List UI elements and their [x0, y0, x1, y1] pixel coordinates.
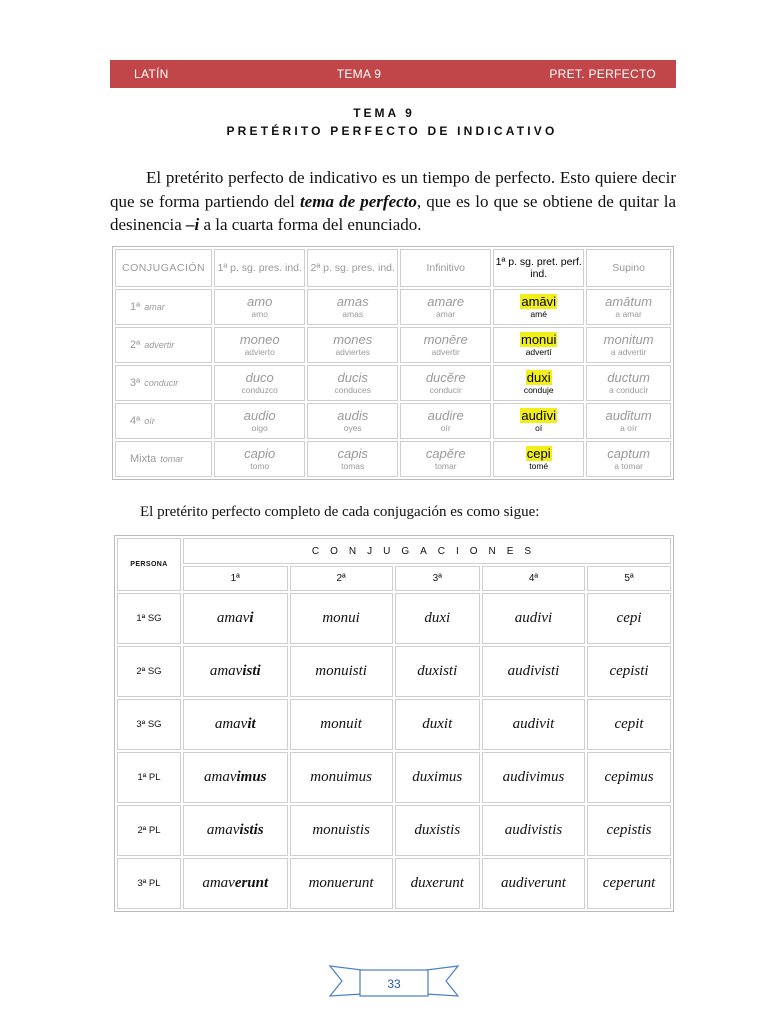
intro-text-2: , que es lo que se obtiene de quitar la desinencia — [110, 191, 677, 234]
persona-label: 1ª PL — [117, 752, 181, 803]
verb-form-5: cepi — [587, 593, 671, 644]
spanish-translation: amar — [436, 309, 456, 319]
verb-form-2: monui — [290, 593, 393, 644]
table-row — [117, 858, 671, 909]
header-infinitivo: Infinitivo — [400, 249, 491, 287]
latin-form: captum — [607, 446, 650, 461]
conj-number-row — [117, 566, 671, 591]
latin-form: audis — [337, 408, 369, 423]
latin-form: monēre — [423, 332, 468, 347]
perfect-ending: i — [553, 408, 557, 423]
verb-form-2: monuistis — [290, 805, 393, 856]
perfect-stem: monu — [520, 332, 554, 347]
conj-number-1: 1ª — [183, 566, 288, 591]
spanish-translation: oigo — [251, 423, 268, 433]
document-title: TEMA 9 — [353, 106, 415, 120]
conjugation-label — [115, 327, 212, 363]
principal-part-cell — [400, 441, 491, 477]
conj-number-3: 3ª — [395, 566, 480, 591]
page-number: 33 — [387, 977, 401, 991]
verb-form-4: audiverunt — [482, 858, 585, 909]
perfect-form-cell — [493, 289, 584, 325]
verb-form-5: cepisti — [587, 646, 671, 697]
latin-form: audire — [427, 408, 464, 423]
latin-form: ducis — [337, 370, 368, 385]
conjugation-verb: advertir — [144, 340, 175, 350]
verb-form-4: audivimus — [482, 752, 585, 803]
perfect-form-cell — [493, 327, 584, 363]
verb-form-3: duxistis — [395, 805, 480, 856]
latin-form: amare — [427, 294, 465, 309]
conjugation-number: 2ª — [130, 339, 141, 351]
verb-form-1 — [183, 805, 288, 856]
perfect-ending: i — [553, 294, 557, 309]
principal-part-cell — [400, 365, 491, 401]
principal-part-cell — [214, 289, 305, 325]
verb-form-4: audivisti — [482, 646, 585, 697]
principal-part-cell — [586, 365, 671, 401]
table-intro-sentence: El pretérito perfecto completo de cada conjugación es como sigue: — [140, 504, 540, 520]
latin-form: duco — [245, 370, 274, 385]
intro-text-3: a la cuarta forma del enunciado. — [199, 215, 422, 234]
persona-label: 2ª PL — [117, 805, 181, 856]
latin-form: mones — [333, 332, 373, 347]
table-row — [115, 289, 671, 325]
spanish-translation: tomas — [341, 461, 365, 471]
principal-part-cell — [307, 365, 398, 401]
stem: amav — [206, 822, 240, 838]
persona-label: 3ª PL — [117, 858, 181, 909]
table-row — [117, 646, 671, 697]
principal-part-cell — [586, 289, 671, 325]
perfect-latin — [494, 332, 583, 347]
principal-part-cell — [586, 403, 671, 439]
ribbon-icon — [328, 964, 460, 1004]
latin-form: capis — [337, 446, 368, 461]
ending: isti — [242, 663, 261, 679]
perfect-form-cell — [493, 441, 584, 477]
table-row — [115, 327, 671, 363]
verb-form-4: audivi — [482, 593, 585, 644]
perfect-latin — [494, 294, 583, 309]
verb-form-4: audivistis — [482, 805, 585, 856]
spanish-translation: conduzco — [241, 385, 278, 395]
spanish-translation: amé — [530, 309, 547, 319]
latin-form: audītum — [605, 408, 652, 423]
table-row — [115, 441, 671, 477]
verb-form-5: cepit — [587, 699, 671, 750]
stem: amav — [203, 769, 237, 785]
spanish-translation: advertí — [525, 347, 552, 357]
spanish-translation: a oír — [620, 423, 638, 433]
latin-form: amas — [336, 294, 369, 309]
header-conjugacion: CONJUGACIÓN — [115, 249, 212, 287]
table-row — [117, 805, 671, 856]
perfect-latin — [494, 446, 583, 461]
header-conjugaciones: CONJUGACIONES — [183, 538, 671, 564]
perfect-stem: cep — [526, 446, 548, 461]
spanish-translation: oyes — [343, 423, 362, 433]
verb-form-5: cepistis — [587, 805, 671, 856]
conjugation-number: Mixta — [130, 453, 157, 465]
spanish-translation: oír — [440, 423, 451, 433]
spanish-translation: a advertir — [610, 347, 647, 357]
spanish-translation: adviertes — [335, 347, 370, 357]
ending: erunt — [234, 875, 269, 891]
ending: i — [249, 610, 254, 626]
stem: amav — [216, 610, 250, 626]
header-section: PRET. PERFECTO — [549, 67, 656, 81]
spanish-translation: conduje — [523, 385, 554, 395]
header-supino: Supino — [586, 249, 671, 287]
conj-number-4: 4ª — [482, 566, 585, 591]
spanish-translation: a amar — [615, 309, 642, 319]
perfect-latin — [494, 370, 583, 385]
latin-form: ductum — [607, 370, 650, 385]
conjugation-verb: conducir — [144, 378, 179, 388]
table-row — [117, 699, 671, 750]
perfect-stem: amāv — [521, 294, 554, 309]
conjugation-verb: tomar — [160, 454, 184, 464]
table-row — [115, 403, 671, 439]
verb-form-2: monuisti — [290, 646, 393, 697]
conjugation-label — [115, 403, 212, 439]
spanish-translation: conducir — [429, 385, 462, 395]
verb-form-3: duximus — [395, 752, 480, 803]
verb-form-2: monuerunt — [290, 858, 393, 909]
latin-form: amātum — [605, 294, 653, 309]
perfect-form-cell — [493, 403, 584, 439]
principal-part-cell — [400, 327, 491, 363]
conjugation-label — [115, 365, 212, 401]
persona-label: 1ª SG — [117, 593, 181, 644]
principal-part-cell — [214, 441, 305, 477]
spanish-translation: amas — [342, 309, 364, 319]
ending: istis — [239, 822, 264, 838]
persona-label: 2ª SG — [117, 646, 181, 697]
principal-parts-table — [112, 246, 674, 480]
verb-form-3: duxit — [395, 699, 480, 750]
spanish-translation: tomar — [434, 461, 457, 471]
conjugation-table — [114, 535, 674, 912]
latin-form: audio — [243, 408, 276, 423]
verb-form-3: duxerunt — [395, 858, 480, 909]
spanish-translation: advertir — [431, 347, 460, 357]
spanish-translation: tomé — [529, 461, 549, 471]
conj-number-2: 2ª — [290, 566, 393, 591]
perfect-ending: i — [547, 446, 551, 461]
intro-dash-i: –i — [186, 215, 200, 234]
conjugation-verb: oír — [144, 416, 155, 426]
table-row — [117, 593, 671, 644]
conjugation-number: 3ª — [130, 377, 141, 389]
latin-form: capio — [244, 446, 276, 461]
perfect-latin — [494, 408, 583, 423]
spanish-translation: oí — [535, 423, 543, 433]
header-1sg-pres: 1ª p. sg. pres. ind. — [214, 249, 305, 287]
principal-part-cell — [586, 441, 671, 477]
perfect-ending: i — [553, 332, 557, 347]
principal-part-cell — [400, 403, 491, 439]
principal-part-cell — [586, 327, 671, 363]
principal-part-cell — [307, 327, 398, 363]
stem: amav — [209, 663, 243, 679]
verb-form-1 — [183, 593, 288, 644]
verb-form-3: duxi — [395, 593, 480, 644]
conj-header-row — [117, 538, 671, 564]
conjugation-label — [115, 289, 212, 325]
conjugation-number: 1ª — [130, 301, 141, 313]
header-subject: LATÍN — [134, 67, 169, 81]
verb-form-1 — [183, 752, 288, 803]
header-topic: TEMA 9 — [336, 67, 382, 81]
verb-form-4: audivit — [482, 699, 585, 750]
ending: imus — [236, 769, 267, 785]
perfect-ending: i — [547, 370, 551, 385]
intro-bold-term: tema de perfecto — [299, 191, 417, 211]
verb-form-1 — [183, 646, 288, 697]
spanish-translation: advierto — [244, 347, 275, 357]
latin-form: moneo — [239, 332, 280, 347]
principal-part-cell — [400, 289, 491, 325]
spanish-translation: conduces — [334, 385, 371, 395]
table-row — [117, 752, 671, 803]
conjugation-label — [115, 441, 212, 477]
principal-part-cell — [307, 289, 398, 325]
spanish-translation: tomo — [250, 461, 270, 471]
latin-form: ducĕre — [425, 370, 466, 385]
principal-part-cell — [214, 327, 305, 363]
document-subtitle: PRETÉRITO PERFECTO DE INDICATIVO — [226, 124, 558, 138]
perfect-stem: dux — [526, 370, 548, 385]
principal-part-cell — [307, 441, 398, 477]
latin-form: monitum — [603, 332, 654, 347]
header-2sg-pres: 2ª p. sg. pres. ind. — [307, 249, 398, 287]
stem: amav — [202, 875, 235, 891]
verb-form-1 — [183, 858, 288, 909]
verb-form-3: duxisti — [395, 646, 480, 697]
conjugation-verb: amar — [144, 302, 165, 312]
conjugation-number: 4ª — [130, 415, 141, 427]
table-header-row — [115, 249, 671, 287]
page-header-bar — [110, 60, 676, 88]
spanish-translation: amo — [251, 309, 268, 319]
conj-number-5: 5ª — [587, 566, 671, 591]
verb-form-2: monuit — [290, 699, 393, 750]
table-row — [115, 365, 671, 401]
page-number-ribbon — [328, 964, 460, 1004]
header-1sg-perf: 1ª p. sg. pret. perf. ind. — [493, 249, 584, 287]
verb-form-5: ceperunt — [587, 858, 671, 909]
header-persona: PERSONA — [117, 538, 181, 591]
latin-form: capĕre — [425, 446, 466, 461]
principal-part-cell — [307, 403, 398, 439]
latin-form: amo — [247, 294, 273, 309]
stem: amav — [214, 716, 248, 732]
verb-form-1 — [183, 699, 288, 750]
principal-part-cell — [214, 365, 305, 401]
perfect-form-cell — [493, 365, 584, 401]
perfect-stem: audīv — [521, 408, 554, 423]
spanish-translation: a conducir — [608, 385, 649, 395]
verb-form-5: cepimus — [587, 752, 671, 803]
spanish-translation: a tomar — [614, 461, 644, 471]
intro-paragraph — [110, 166, 676, 237]
verb-form-2: monuimus — [290, 752, 393, 803]
intro-text-1: El pretérito perfecto de indicativo es un tiempo de perfecto. Esto quiere decir que se forma partiendo del — [110, 168, 676, 211]
persona-label: 3ª SG — [117, 699, 181, 750]
principal-part-cell — [214, 403, 305, 439]
ending: it — [247, 716, 256, 732]
